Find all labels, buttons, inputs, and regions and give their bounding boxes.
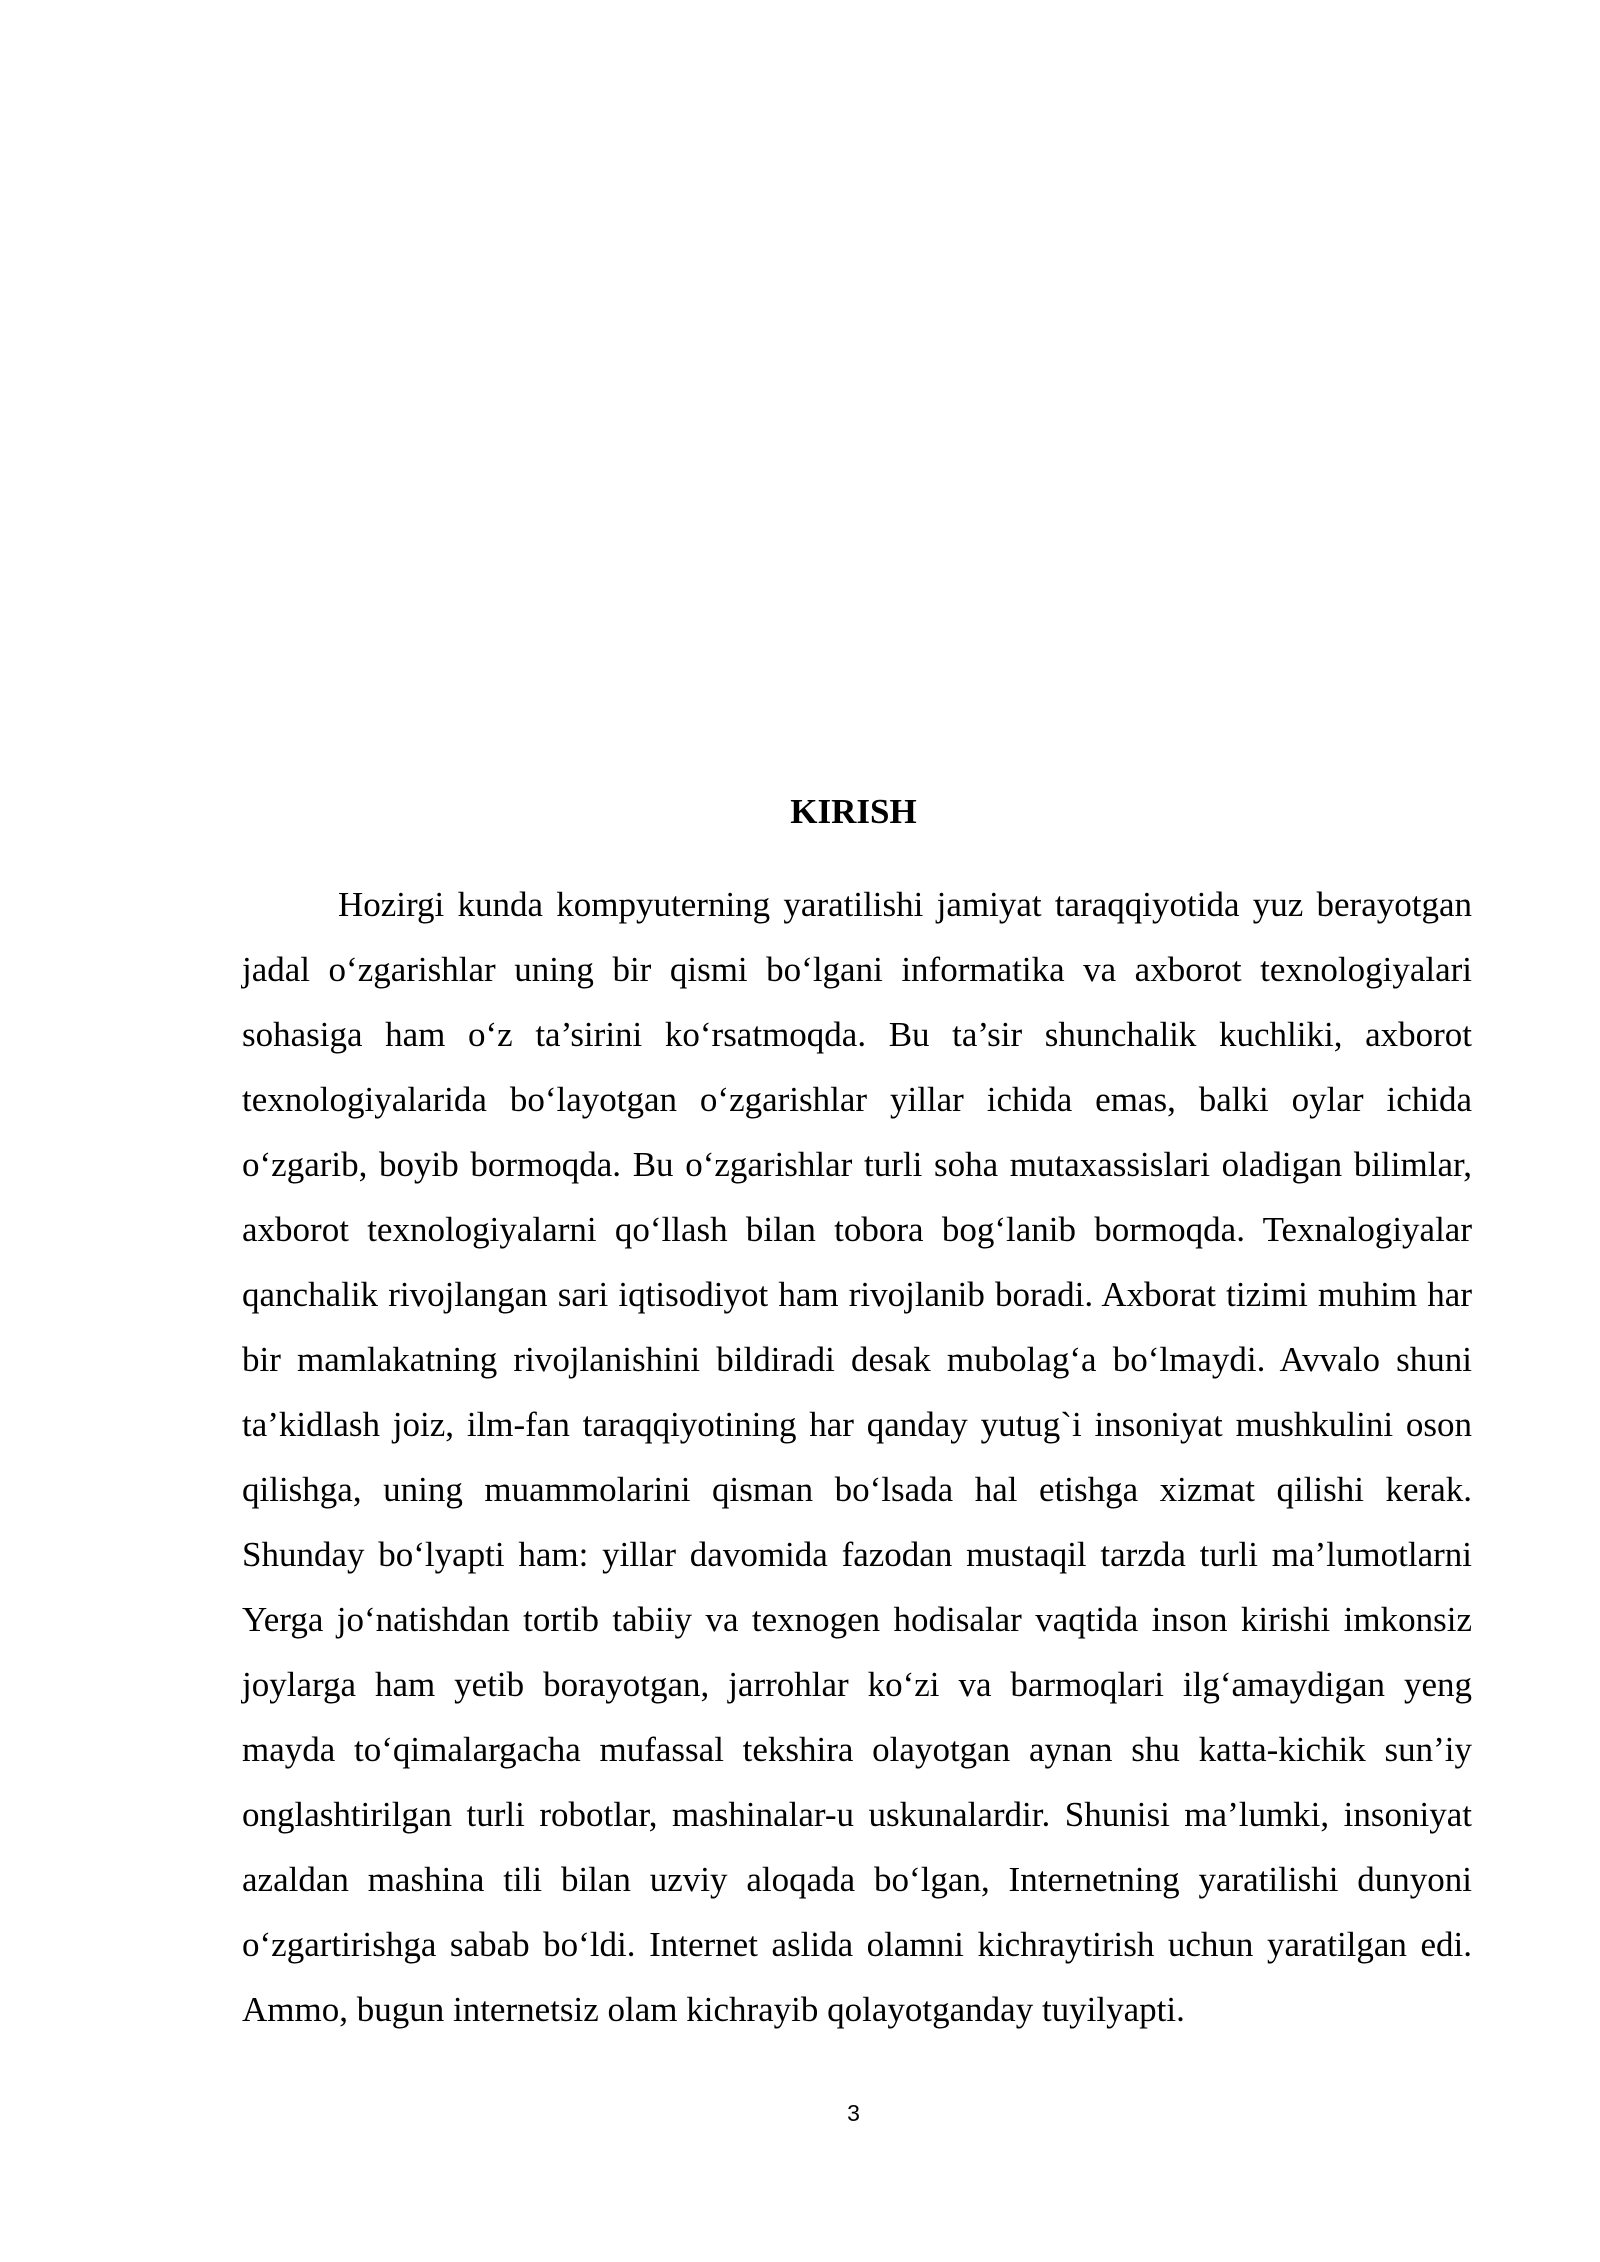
page-number: 3 bbox=[847, 2100, 860, 2126]
section-title: KIRISH bbox=[790, 792, 917, 831]
body-paragraph: Hozirgi kunda kompyuterning yaratilishi jamiyat taraqqiyotida yuz berayotgan jadal o‘zgarishlar uning bir qismi bo‘lgani informatika va axborot texnologiyalari sohasiga ham o‘z ta’sirini ko‘rsatmoqda. Bu ta’sir shunchalik kuchliki, axborot texnologiyalarida bo‘layotgan o‘zgarishlar yillar ichida emas, balki oylar ichida o‘zgarib, boyib bormoqda. Bu o‘zgarishlar turli soha mutaxassislari oladigan bilimlar, axborot texnologiyalarni qo‘llash bilan tobora bog‘lanib bormoqda. Texnalogiyalar qanchalik rivojlangan sari iqtisodiyot ham rivojlanib boradi. Axborat tizimi muhim har bir mamlakatning rivojlanishini bildiradi desak mubolag‘a bo‘lmaydi. Avvalo shuni ta’kidlash joiz, ilm-fan taraqqiyotining har qanday yutug`i insoniyat mushkulini oson qilishga, uning muammolarini qisman bo‘lsada hal etishga xizmat qilishi kerak. Shunday bo‘lyapti ham: yillar davomida fazodan mustaqil tarzda turli ma’lumotlarni Yerga jo‘natishdan tortib tabiiy va texnogen hodisalar vaqtida inson kirishi imkonsiz joylarga ham yetib borayotgan, jarrohlar ko‘zi va barmoqlari ilg‘amaydigan yeng mayda to‘qimalargacha mufassal tekshira olayotgan aynan shu katta-kichik sun’iy onglashtirilgan turli robotlar, mashinalar-u uskunalardir. Shunisi ma’lumki, insoniyat azaldan mashina tili bilan uzviy aloqada bo‘lgan, Internetning yaratilishi dunyoni o‘zgartirishga sabab bo‘ldi. Internet aslida olamni kichraytirish uchun yaratilgan edi. Ammo, bugun internetsiz olam kichrayib qolayotganday tuyilyapti. bbox=[242, 885, 1472, 2029]
